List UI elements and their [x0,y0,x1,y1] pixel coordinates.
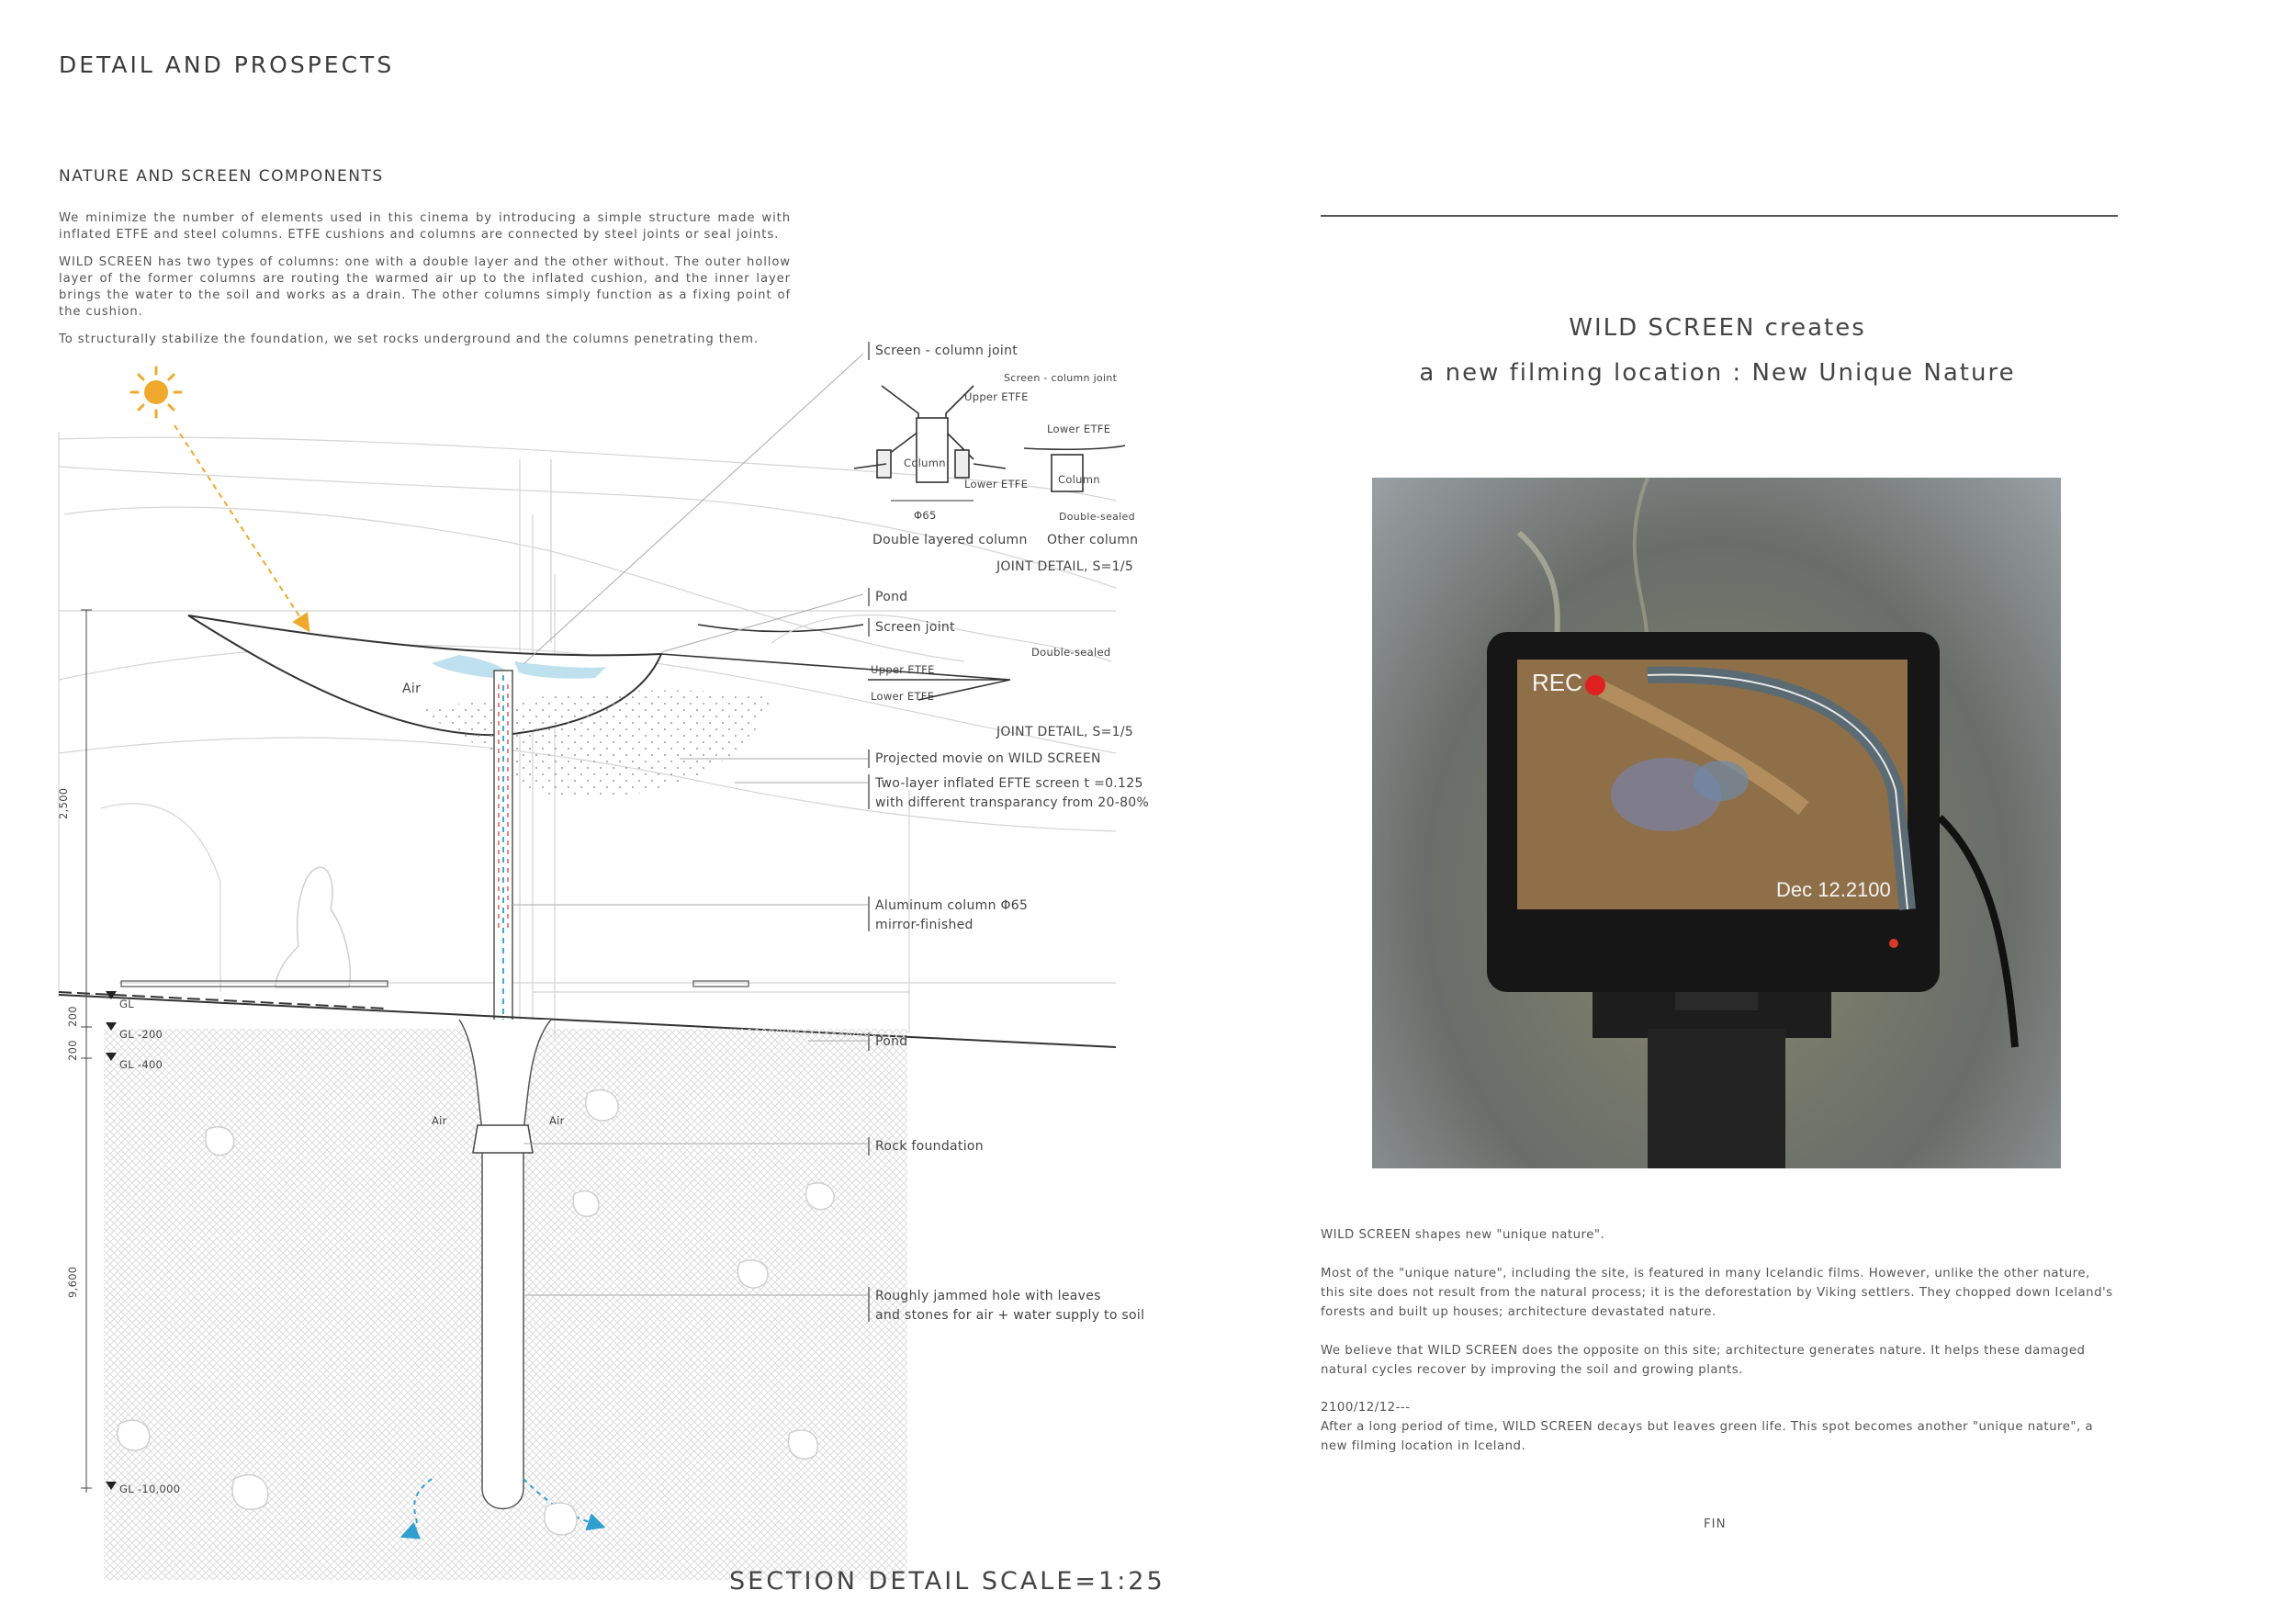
section-detail-caption: SECTION DETAIL SCALE=1:25 [729,1567,1165,1596]
right-paragraph-1: WILD SCREEN shapes new "unique nature". [1321,1228,1605,1242]
label-air-right: Air [549,1114,565,1127]
label-double-sealed: Double-sealed [1059,511,1135,523]
label-pond-callout: Pond [875,590,908,604]
page-title: DETAIL AND PROSPECTS [59,51,395,78]
camera-monitor-photo [1372,478,2061,1168]
sun-icon [131,367,181,417]
level-gl-400: GL -400 [119,1058,163,1071]
label-upper-etfe-2: Upper ETFE [871,663,935,676]
intro-paragraph-3: To structurally stabilize the foundation, we set rocks underground and the columns penetrating them. [59,333,759,346]
label-screen-column-joint-callout: Screen - column joint [875,344,1019,358]
section-title: NATURE AND SCREEN COMPONENTS [59,167,384,186]
right-paragraph-4: After a long period of time, WILD SCREEN decays but leaves green life. This spot becomes another "unique nature", a new filming location in Iceland. [1321,1420,2094,1453]
level-gl-10000: GL -10,000 [119,1483,181,1495]
label-double-layered-column: Double layered column [872,533,1028,547]
fin-label: FIN [1704,1517,1727,1531]
label-rock-foundation: Rock foundation [875,1139,984,1154]
right-paragraph-3: We believe that WILD SCREEN does the opposite on this site; architecture generates nature. It helps these damaged natural cycles recover by improving the soil and growing plants. [1321,1344,2086,1377]
label-diameter: Φ65 [914,509,937,522]
headline-2: a new filming location : New Unique Nature [1419,359,2016,387]
label-column: Column [904,457,946,469]
label-screen-column-joint: Screen - column joint [1004,372,1118,384]
rock-joint [473,1125,533,1153]
label-aluminum-1: Aluminum column Φ65 [875,898,1029,913]
level-gl-200: GL -200 [119,1028,163,1041]
label-upper-etfe: Upper ETFE [964,390,1029,403]
intro-paragraph-1: We minimize the number of elements used in this cinema by introducing a simple structure made with inflated ETFE and steel columns. ETFE cushions and columns are connected by steel joints or seal joints. [59,211,791,242]
bench-right [693,981,748,987]
label-lower-etfe-2: Lower ETFE [1047,423,1111,435]
label-two-layer-1: Two-layer inflated EFTE screen t =0.125 [875,776,1143,791]
dimension-line [81,610,92,1493]
monitor-rec-label: REC [1532,669,1582,696]
label-air-left: Air [432,1114,447,1127]
label-column-2: Column [1058,473,1100,486]
label-lower-etfe: Lower ETFE [964,478,1029,491]
label-double-sealed-2: Double-sealed [1031,646,1111,659]
label-two-layer-2: with different transparancy from 20-80% [875,795,1150,810]
right-paragraph-2: Most of the "unique nature", including the site, is featured in many Icelandic films. However, unlike the other nature, this site does not result from the natural process; it is the deforestation by Viking settlers. They chopped down Iceland's forests and built up houses; architecture devastated nature. [1321,1267,2113,1319]
label-hole-2: and stones for air + water supply to soil [875,1308,1145,1323]
label-air: Air [402,682,422,696]
cushion-dotted-fill [413,690,771,799]
label-aluminum-2: mirror-finished [875,918,974,932]
headline-1: WILD SCREEN creates [1569,314,1866,342]
divider-line [1321,215,2118,217]
person-silhouette [276,867,350,987]
label-projected-movie: Projected movie on WILD SCREEN [875,751,1101,766]
bench [121,981,388,987]
label-lower-etfe-3: Lower ETFE [871,690,935,703]
label-joint-detail-scale-1: JOINT DETAIL, S=1/5 [996,559,1134,574]
sun-ray-arrow [174,425,305,625]
level-gl: GL [119,998,134,1010]
monitor-date-label: Dec 12.2100 [1776,878,1891,901]
screen-joint-lines [661,625,1010,700]
dim-9600: 9,600 [66,1266,79,1298]
label-screen-joint: Screen joint [875,620,955,635]
dim-2500: 2,500 [57,787,70,819]
dim-200a: 200 [66,1006,79,1027]
label-hole-1: Roughly jammed hole with leaves [875,1289,1101,1303]
dim-200b: 200 [66,1040,79,1061]
intro-paragraph-2: WILD SCREEN has two types of columns: one with a double layer and the other without. The outer hollow layer of the former columns are routing the warmed air up to the inflated cushion, and the inner layer brings the water to the soil and works as a drain. The other columns simply function as a fixing point of the cushion. [59,255,791,319]
label-other-column: Other column [1047,533,1139,547]
right-paragraph-4-date: 2100/12/12--- [1321,1401,1411,1415]
label-pond-ground: Pond [875,1034,908,1049]
label-joint-detail-scale-2: JOINT DETAIL, S=1/5 [996,725,1134,739]
